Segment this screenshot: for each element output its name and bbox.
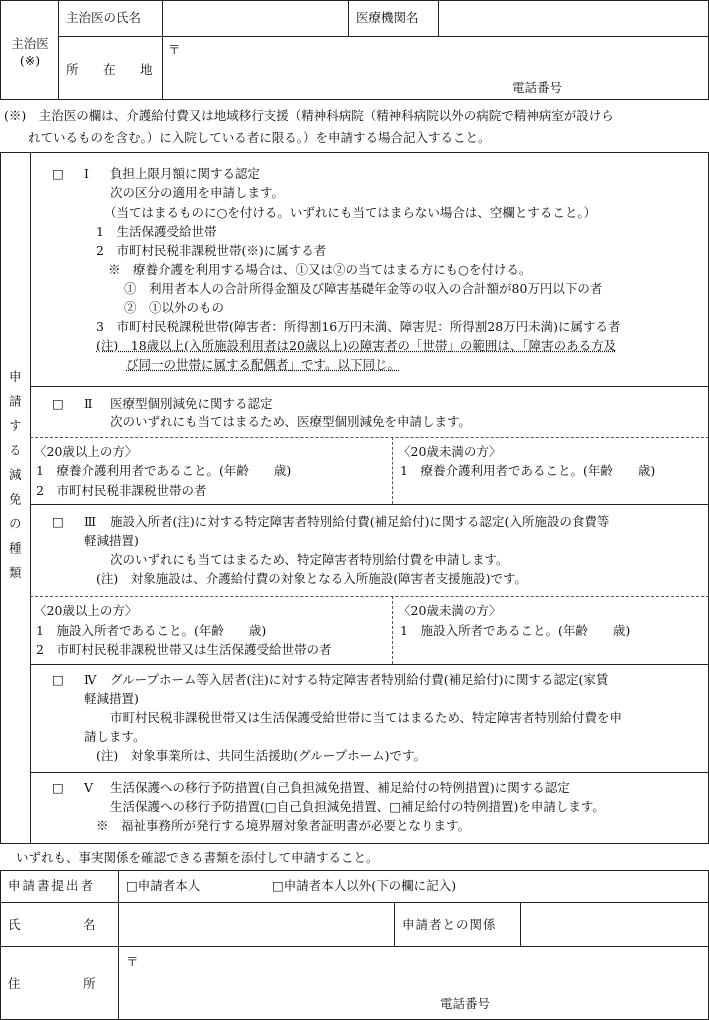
- doctor-address-label: 所 在 地: [66, 62, 159, 77]
- attach-note: いずれも、事実関係を確認できる書類を添付して申請すること。: [16, 850, 379, 865]
- s1-num: Ⅰ: [84, 166, 89, 181]
- doctor-name-label: 主治医の氏名: [66, 10, 142, 25]
- reduction-side-label: 申請する減免の種類: [7, 370, 23, 591]
- relation-field[interactable]: [521, 903, 707, 945]
- s1-title: 負担上限月額に関する認定: [110, 166, 261, 181]
- s3-right1: 1 施設入所者であること。(年齢 歳): [400, 623, 631, 638]
- submitter-name-label: 氏 名: [8, 917, 96, 932]
- doctor-name-field[interactable]: [163, 1, 347, 35]
- s2-left1: 1 療養介護利用者であること。(年齢 歳): [36, 463, 292, 478]
- s1-attn2: び同一の世帯に属する配偶者」です。以下同じ。: [126, 357, 401, 372]
- doctor-note-line1: (※) 主治医の欄は、介護給付費又は地域移行支援（精神科病院（精神科病院以外の病院で精神病室が設けら: [4, 108, 614, 123]
- institution-field[interactable]: [439, 1, 707, 35]
- submitter-label: 申請書提出者: [8, 878, 96, 893]
- submitter-name-field[interactable]: [119, 903, 393, 945]
- s5-num: Ⅴ: [84, 780, 94, 795]
- s5-note: ※ 福祉事務所が発行する境界層対象者証明書が必要となります。: [96, 818, 471, 833]
- s1-sub1: ① 利用者本人の合計所得金額及び障害基礎年金等の収入の合計額が80万円以下の者: [124, 281, 603, 296]
- s3-title2: 軽減措置): [84, 533, 139, 548]
- s1-item2: 2 市町村民税非課税世帯(※)に属する者: [96, 243, 327, 258]
- submitter-phone-label: 電話番号: [440, 996, 491, 1011]
- s4-line1: 市町村民税非課税世帯又は生活保護受給世帯に当てはまるため、特定障害者特別給付費を申: [110, 710, 623, 725]
- s3-line1: 次のいずれにも当てはまるため、特定障害者特別給付費を申請します。: [110, 552, 509, 567]
- s5-checkbox[interactable]: □: [52, 780, 64, 795]
- s3-num: Ⅲ: [84, 514, 97, 529]
- relation-label: 申請者との関係: [402, 917, 497, 932]
- s1-line1: 次の区分の適用を申請します。: [110, 185, 285, 200]
- s4-line2: 請します。: [84, 729, 146, 744]
- s3-checkbox[interactable]: □: [52, 514, 64, 529]
- s1-attn1: (注) 18歳以上(入所施設利用者は20歳以上)の障害者の「世帯」の範囲は、「障害のある方及: [96, 338, 617, 353]
- s1-note: ※ 療養介護を利用する場合は、①又は②の当てはまる方にも○を付ける。: [108, 262, 532, 277]
- s4-checkbox[interactable]: □: [52, 672, 64, 687]
- s2-line1: 次のいずれにも当てはまるため、医療型個別減免を申請します。: [110, 414, 472, 429]
- s3-left-head: 〈20歳以上の方〉: [34, 603, 138, 618]
- s2-left-head: 〈20歳以上の方〉: [34, 444, 138, 459]
- s4-attn: (注) 対象事業所は、共同生活援助(グループホーム)です。: [96, 748, 427, 763]
- s1-item3: 3 市町村民税課税世帯(障害者：所得割16万円未満、障害児：所得割28万円未満)に属する者: [96, 319, 621, 334]
- submitter-address-field[interactable]: [119, 947, 707, 1019]
- s2-right1: 1 療養介護利用者であること。(年齢 歳): [400, 463, 656, 478]
- submitter-option-other[interactable]: □申請者本人以外(下の欄に記入): [272, 878, 457, 893]
- s1-checkbox[interactable]: □: [52, 166, 64, 181]
- doctor-postal-mark: 〒: [168, 42, 181, 57]
- institution-label: 医療機関名: [356, 10, 419, 25]
- s2-left2: 2 市町村民税非課税世帯の者: [36, 483, 207, 498]
- s2-right-head: 〈20歳未満の方〉: [398, 444, 502, 459]
- s2-title: 医療型個別減免に関する認定: [110, 396, 273, 411]
- s3-left1: 1 施設入所者であること。(年齢 歳): [36, 623, 267, 638]
- s2-num: Ⅱ: [84, 396, 93, 411]
- s1-sub2: ② ①以外のもの: [124, 300, 225, 315]
- s4-title: グループホーム等入居者(注)に対する特定障害者特別給付費(補足給付)に関する認定(家賃: [110, 672, 609, 687]
- s2-checkbox[interactable]: □: [52, 396, 64, 411]
- submitter-address-label: 住 所: [8, 976, 96, 991]
- s3-left2: 2 市町村民税非課税世帯又は生活保護受給世帯の者: [36, 642, 332, 657]
- submitter-option-self[interactable]: □申請者本人: [126, 878, 201, 893]
- s5-title: 生活保護への移行予防措置(自己負担減免措置、補足給付の特例措置)に関する認定: [110, 780, 570, 795]
- s3-right-head: 〈20歳未満の方〉: [398, 603, 502, 618]
- doctor-address-field[interactable]: [163, 37, 707, 99]
- s3-title: 施設入所者(注)に対する特定障害者特別給付費(補足給付)に関する認定(入所施設の食費等: [110, 514, 610, 529]
- s1-item1: 1 生活保護受給世帯: [96, 224, 217, 239]
- doctor-phone-label: 電話番号: [512, 80, 563, 95]
- submitter-postal-mark: 〒: [126, 954, 139, 969]
- s1-line2: （当てはまるものに○を付ける。いずれにも当てはまらない場合は、空欄とすること。）: [104, 205, 597, 220]
- s5-line1: 生活保護への移行予防措置(□自己負担減免措置、□補足給付の特例措置)を申請します。: [110, 799, 605, 814]
- doctor-note-line2: れているものを含む。）に入院している者に限る。）を申請する場合記入すること。: [28, 130, 491, 145]
- s4-title2: 軽減措置): [84, 691, 139, 706]
- s3-attn: (注) 対象施設は、介護給付費の対象となる入所施設(障害者支援施設)です。: [96, 571, 528, 586]
- s4-num: Ⅳ: [84, 672, 97, 687]
- doctor-group-label: 主治医 (※): [11, 36, 49, 68]
